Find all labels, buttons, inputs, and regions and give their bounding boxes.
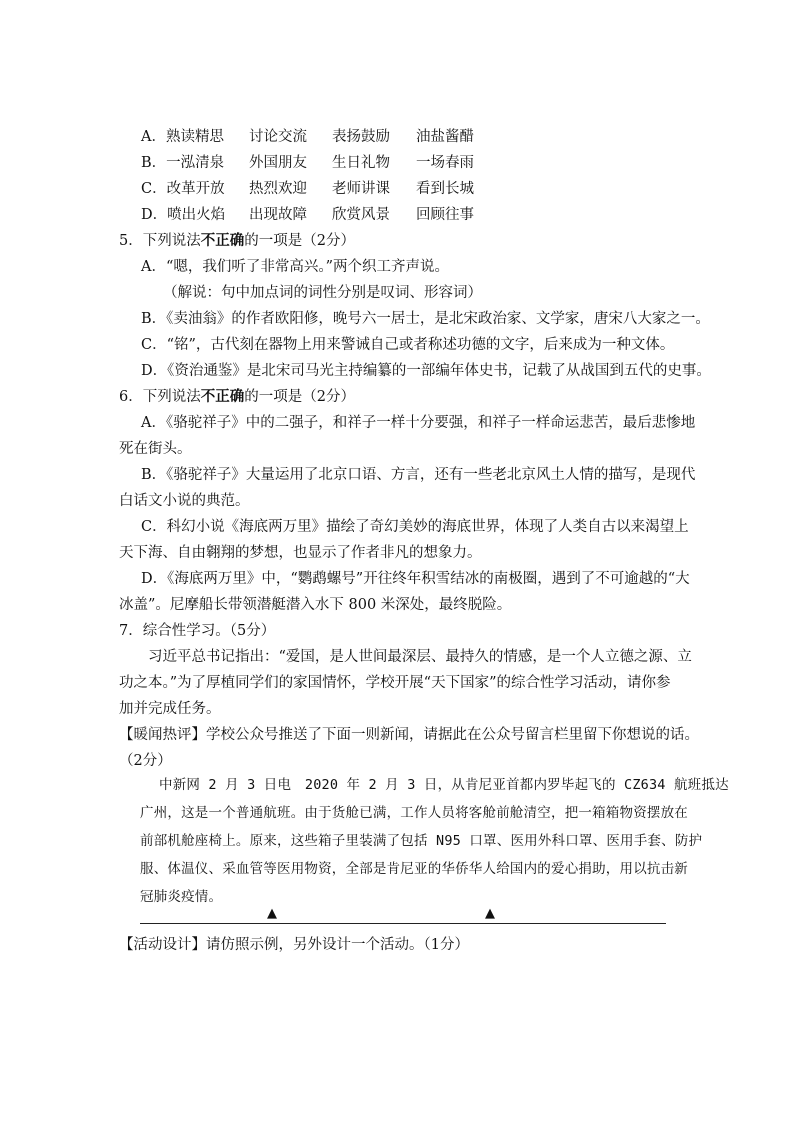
q5-option-c: C．“铭”，古代刻在器物上用来警诫自己或者称述功德的文字，后来成为一种文体。	[141, 337, 675, 353]
q5-option-a: A．“嗯，我们听了非常高兴。”两个织工齐声说。	[141, 259, 450, 275]
q4-b-1: B．一泓清泉	[141, 155, 225, 171]
q6-option-c-line2: 天下海、自由翱翔的梦想，也显示了作者非凡的想象力。	[119, 545, 482, 561]
q5-option-a-note: （解说：句中加点词的词性分别是叹词、形容词）	[163, 285, 482, 301]
q4-c-3: 老师讲课	[332, 181, 390, 197]
q4-d-3: 欣赏风景	[332, 207, 390, 223]
news-line-1: 中新网 2 月 3 日电 2020 年 2 月 3 日，从肯尼亚首都内罗毕起飞的 CZ634 航班抵达	[159, 777, 729, 793]
news-line-3: 前部机舱座椅上。原来，这些箱子里装满了包括 N95 口罩、医用外科口罩、医用手套、防护	[140, 833, 703, 849]
q4-option-c	[141, 179, 474, 199]
q7-paragraph-line3: 加并完成任务。	[119, 701, 221, 717]
q5-option-d: D．《资治通鉴》是北宋司马光主持编纂的一部编年体史书，记载了从战国到五代的史事。	[141, 363, 711, 379]
q6-option-d-line2: 冰盖”。尼摩船长带领潜艇潜入水下 800 米深处，最终脱险。	[119, 597, 512, 613]
q4-c-4: 看到长城	[416, 181, 474, 197]
q4-b-2: 外国朋友	[249, 155, 307, 171]
q6-prefix: 6．下列说法	[119, 389, 201, 405]
q6-option-d-line1: D．《海底两万里》中，“鹦鹉螺号”开往终年积雪结冰的南极圈，遇到了不可逾越的“大	[141, 571, 690, 587]
q4-d-4: 回顾往事	[416, 207, 474, 223]
q6-suffix: 的一项是（2分）	[244, 389, 355, 405]
q4-option-b	[141, 153, 474, 173]
news-line-5: 冠肺炎疫情。	[140, 889, 223, 905]
q6-bold: 不正确	[200, 388, 245, 405]
q6-option-c-line1: C．科幻小说《海底两万里》描绘了奇幻美妙的海底世界，体现了人类自古以来渴望上	[141, 519, 689, 535]
q4-d-2: 出现故障	[249, 207, 307, 223]
q4-c-2: 热烈欢迎	[249, 181, 307, 197]
q7-paragraph-line2: 功之本。”为了厚植同学们的家国情怀，学校开展“天下国家”的综合性学习活动，请你参	[119, 675, 671, 691]
q6-option-b-line2: 白话文小说的典范。	[119, 493, 250, 509]
q4-d-1: D．喷出火焰	[141, 207, 226, 223]
news-line-2: 广州，这是一个普通航班。由于货舱已满，工作人员将客舱前舱清空，把一箱箱物资摆放在	[140, 805, 688, 821]
q7-task1-line2: （2分）	[119, 753, 172, 769]
q6-option-b-line1: B．《骆驼祥子》大量运用了北京口语、方言，还有一些老北京风土人情的描写，是现代	[141, 467, 696, 483]
q4-c-1: C．改革开放	[141, 181, 225, 197]
q4-option-d	[141, 205, 474, 225]
q4-a-4: 油盐酱醋	[416, 129, 474, 145]
q7-paragraph-line1: 习近平总书记指出：“爱国，是人世间最深层、最持久的情感，是一个人立德之源、立	[148, 649, 692, 665]
answer-line	[140, 923, 666, 924]
q4-b-3: 生日礼物	[332, 155, 390, 171]
q5-stem	[119, 231, 355, 251]
q4-a-3: 表扬鼓励	[332, 129, 390, 145]
q4-option-a	[141, 127, 474, 147]
q6-stem	[119, 387, 355, 407]
q5-suffix: 的一项是（2分）	[244, 233, 355, 249]
answer-blank-marker-1: ▲	[267, 906, 277, 921]
q5-option-b: B．《卖油翁》的作者欧阳修，晚号六一居士，是北宋政治家、文学家，唐宋八大家之一。	[141, 311, 710, 327]
q4-a-2: 讨论交流	[249, 129, 307, 145]
q4-a-1: A．熟读精思	[141, 129, 224, 145]
q4-b-4: 一场春雨	[416, 155, 474, 171]
answer-blank-marker-2: ▲	[485, 906, 495, 921]
q6-option-a-line2: 死在街头。	[119, 441, 192, 457]
q6-option-a-line1: A．《骆驼祥子》中的二强子，和祥子一样十分要强，和祥子一样命运悲苦，最后悲惨地	[141, 415, 696, 431]
q5-prefix: 5．下列说法	[119, 233, 201, 249]
q7-title: 7．综合性学习。（5分）	[119, 623, 276, 639]
news-line-4: 服、体温仪、采血管等医用物资，全部是肯尼亚的华侨华人给国内的爱心捐助，用以抗击新	[140, 861, 688, 877]
q7-task1-line1: 【暖闻热评】学校公众号推送了下面一则新闻，请据此在公众号留言栏里留下你想说的话。	[119, 727, 699, 743]
q5-bold: 不正确	[200, 232, 245, 249]
q7-task2: 【活动设计】请仿照示例，另外设计一个活动。（1分）	[119, 937, 469, 953]
